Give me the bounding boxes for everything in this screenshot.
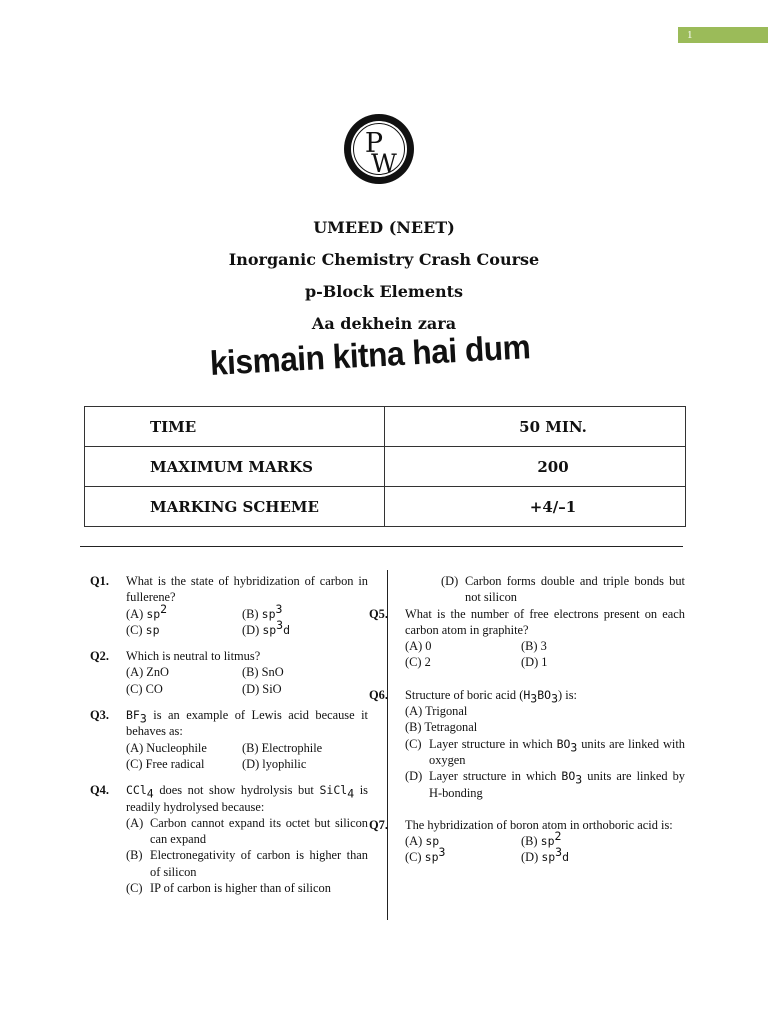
question-number: Q1. [90, 574, 109, 588]
option-a: (A) 0 [405, 639, 432, 654]
time-label: TIME [85, 407, 385, 447]
option-d: (D) $sp^3d$ [242, 617, 291, 637]
option-b: (B) $sp^3$ [242, 601, 283, 621]
option-b: (B) Tetragonal [405, 720, 478, 735]
topic-title: p-Block Elements [304, 282, 464, 301]
left-column [90, 573, 368, 906]
question-number: Q4. [90, 783, 109, 798]
option-d: (D) SiO [242, 681, 282, 696]
svg-text:W: W [371, 149, 397, 178]
option-d: (D) $sp^3d$ [521, 845, 570, 865]
max-marks-label: MAXIMUM MARKS [85, 447, 385, 487]
question-text: Structure of boric acid $(H_3BO_3)$ is: [405, 687, 577, 706]
option-d: (D) 1 [521, 655, 548, 670]
option-c: (C) $sp^3$ [405, 845, 446, 865]
slogan [209, 328, 560, 392]
question-text: What is the number of free electrons present on each carbon atom in graphite? [405, 606, 685, 637]
option-a: (A) sp [405, 834, 440, 849]
question-number: Q5. [369, 606, 388, 621]
title-block [0, 212, 768, 340]
option-d: (D) lyophilic [242, 756, 307, 771]
pw-logo [343, 113, 415, 185]
question-number: Q3. [90, 708, 109, 723]
question-q5 [369, 606, 685, 671]
marking-scheme-label: MARKING SCHEME [85, 487, 385, 527]
option-a: (A) $sp^2$ [126, 601, 168, 621]
option-b: (B) SnO [242, 665, 284, 680]
question-text: $BF_3$ is an example of Lewis acid because it behaves as: [126, 708, 368, 739]
option-b: (B) 3 [521, 639, 547, 654]
course-subtitle: Inorganic Chemistry Crash Course [228, 250, 540, 269]
svg-text:P: P [364, 128, 384, 159]
page-number: 1 [678, 27, 768, 43]
question-text: Which is neutral to litmus? [126, 649, 261, 664]
option-c: (C) CO [126, 681, 163, 696]
option-c: (C) sp [126, 622, 160, 637]
marking-scheme-value: +4/–1 [385, 487, 686, 527]
max-marks-value: 200 [385, 447, 686, 487]
question-q7 [369, 817, 685, 866]
option-a: (A) Trigonal [405, 704, 468, 719]
right-column [369, 573, 685, 876]
question-q1 [90, 573, 368, 638]
question-text: CCl$_4$ does not show hydrolysis but SiCl$_4$ is readily hydrolysed because: [126, 783, 368, 814]
question-q4-continued [405, 573, 685, 606]
table-row [85, 487, 686, 527]
option-b: (B) $sp^2$ [521, 829, 562, 849]
exam-info-table [84, 406, 686, 527]
option-a: (A) ZnO [126, 665, 170, 680]
question-q4 [90, 782, 368, 896]
option-c: (C) IP of carbon is higher than of silicon [126, 881, 331, 896]
question-text: What is the state of hybridization of carbon in fullerene? [126, 574, 368, 605]
divider [80, 546, 683, 547]
question-number: Q2. [90, 649, 109, 664]
question-number: Q7. [369, 817, 388, 832]
option-b: (B) Electronegativity of carbon is higher than of silicon [126, 848, 368, 879]
slogan-text: kismain kitna hai dum [209, 328, 532, 383]
option-a: (A) Nucleophile [126, 740, 207, 755]
option-d: (D) Carbon forms double and triple bonds but not silicon [441, 574, 685, 605]
time-value: 50 MIN. [385, 407, 686, 447]
option-b: (B) Electrophile [242, 740, 323, 755]
option-d: (D) Layer structure in which $BO_3$ units are linked by H-bonding [405, 769, 685, 800]
table-row [85, 407, 686, 447]
option-c: (C) 2 [405, 655, 431, 670]
course-title: UMEED (NEET) [313, 218, 455, 237]
question-number: Q6. [369, 687, 388, 702]
question-text: The hybridization of boron atom in orthoboric acid is: [405, 817, 673, 832]
question-q2 [90, 648, 368, 697]
option-a: (A) Carbon cannot expand its octet but silicon can expand [126, 815, 368, 847]
option-c: (C) Layer structure in which $BO_3$ units are linked with oxygen [405, 736, 685, 767]
question-q3 [90, 707, 368, 772]
question-q6 [369, 687, 685, 801]
table-row [85, 447, 686, 487]
option-c: (C) Free radical [126, 756, 205, 771]
tagline: Aa dekhein zara [311, 314, 457, 333]
